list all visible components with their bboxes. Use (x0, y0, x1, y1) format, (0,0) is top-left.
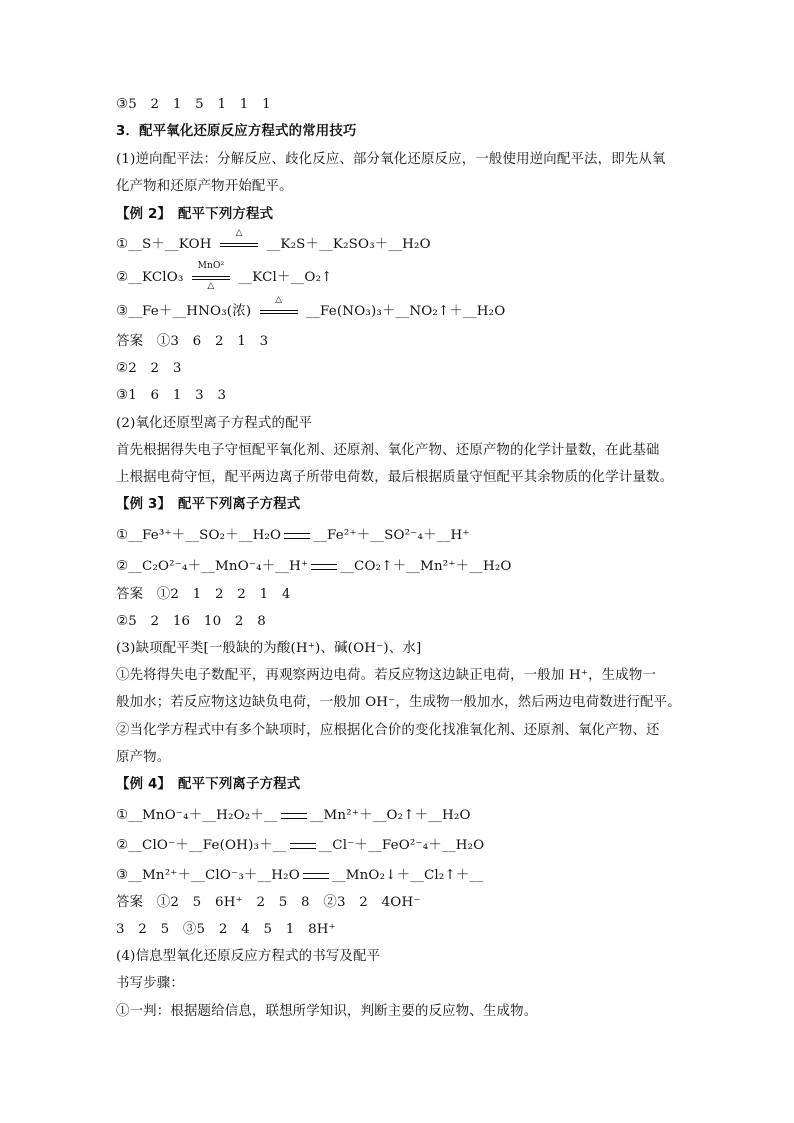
equation-left: ①__S＋__KOH (116, 237, 212, 252)
paragraph-line: 化产物和还原产物开始配平。 (116, 179, 293, 194)
equation-row (116, 837, 484, 855)
equation-right: __CO₂↑＋__Mn²⁺＋__H₂O (340, 559, 512, 574)
paragraph-line: 上根据电荷守恒，配平两边离子所带电荷数，最后根据质量守恒配平其余物质的化学计量数。 (116, 470, 674, 485)
equation-row (116, 227, 431, 254)
heat-condition-sign (260, 294, 298, 317)
condition-label: △ (207, 280, 215, 291)
equation-right: __Fe²⁺＋__SO²⁻₄＋__H⁺ (313, 528, 470, 543)
example-heading: 【例 4】 配平下列离子方程式 (116, 777, 301, 792)
equation-right: __Fe(NO₃)₃＋__NO₂↑＋__H₂O (306, 304, 506, 319)
condition-label: △ (235, 227, 243, 238)
equals-sign (284, 533, 310, 539)
equation-row (116, 260, 333, 291)
equation-row (116, 294, 506, 321)
answer-line: ③1 6 1 3 3 (116, 388, 227, 403)
equals-sign (281, 813, 307, 819)
paragraph-line: ②当化学方程式中有多个缺项时，应根据化合价的变化找准氧化剂、还原剂、氧化产物、还 (116, 723, 660, 738)
equation-right: __MnO₂↓＋__Cl₂↑＋__ (331, 868, 484, 883)
answer-line: ②5 2 16 10 2 8 (116, 614, 266, 629)
condition-label: MnO² (197, 260, 225, 271)
equation-left: ①__Fe³⁺＋__SO₂＋__H₂O (116, 528, 282, 543)
example-heading: 【例 3】 配平下列离子方程式 (116, 497, 301, 512)
equation-row (116, 807, 471, 825)
equation-left: ②__ClO⁻＋__Fe(OH)₃＋__ (116, 838, 287, 853)
answer-line: 3 2 5 ③5 2 4 5 1 8H⁺ (116, 922, 336, 937)
equation-right: __Cl⁻＋__FeO²⁻₄＋__H₂O (318, 838, 485, 853)
subsection-heading: (3)缺项配平类[一般缺的为酸(H⁺)、碱(OH⁻)、水] (116, 641, 422, 656)
equation-left: ①__MnO⁻₄＋__H₂O₂＋__ (116, 808, 278, 823)
catalyst-condition-sign (192, 260, 230, 291)
equation-left: ③__Fe＋__HNO₃(浓) (116, 304, 252, 319)
equation-row (116, 867, 483, 885)
equation-right: __Mn²⁺＋__O₂↑＋__H₂O (309, 808, 471, 823)
paragraph-line: 首先根据得失电子守恒配平氧化剂、还原剂、氧化产物、还原产物的化学计量数，在此基础 (116, 443, 660, 458)
answer-line: 答案 ①2 5 6H⁺ 2 5 8 ②3 2 4OH⁻ (116, 895, 421, 910)
equation-row (116, 558, 512, 576)
answer-line: ②2 2 3 (116, 361, 182, 376)
section-heading: 3．配平氧化还原反应方程式的常用技巧 (116, 124, 357, 139)
equals-sign (311, 564, 337, 570)
subsection-heading: (4)信息型氧化还原反应方程式的书写及配平 (116, 949, 381, 964)
paragraph-line: (1)逆向配平法：分解反应、歧化反应、部分氧化还原反应，一般使用逆向配平法，即先从氧 (116, 152, 666, 167)
paragraph-line: 般加水；若反应物这边缺负电荷，一般加 OH⁻，生成物一般加水，然后两边电荷数进行配平。 (116, 695, 681, 710)
heat-condition-sign (220, 227, 258, 250)
paragraph-line: ①一判：根据题给信息，联想所学知识，判断主要的反应物、生成物。 (116, 1004, 538, 1019)
subsection-heading: (2)氧化还原型离子方程式的配平 (116, 416, 313, 431)
paragraph-line: ①先将得失电子数配平，再观察两边电荷。若反应物这边缺正电荷，一般加 H⁺，生成物一 (116, 668, 657, 683)
equation-left: ②__C₂O²⁻₄＋__MnO⁻₄＋__H⁺ (116, 559, 309, 574)
answer-line: ③5 2 1 5 1 1 1 (116, 97, 271, 112)
equals-sign (290, 843, 316, 849)
equation-row (116, 527, 470, 545)
paragraph-line: 书写步骤： (116, 976, 184, 991)
equation-right: __KCl＋__O₂↑ (238, 270, 333, 285)
equation-right: __K₂S＋__K₂SO₃＋__H₂O (266, 237, 431, 252)
answer-line: 答案 ①2 1 2 2 1 4 (116, 587, 291, 602)
example-heading: 【例 2】 配平下列方程式 (116, 207, 274, 222)
equation-left: ③__Mn²⁺＋__ClO⁻₃＋__H₂O (116, 868, 300, 883)
equation-left: ②__KClO₃ (116, 270, 184, 285)
condition-label: △ (275, 294, 283, 305)
answer-line: 答案 ①3 6 2 1 3 (116, 334, 269, 349)
paragraph-line: 原产物。 (116, 750, 171, 765)
equals-sign (303, 873, 329, 879)
